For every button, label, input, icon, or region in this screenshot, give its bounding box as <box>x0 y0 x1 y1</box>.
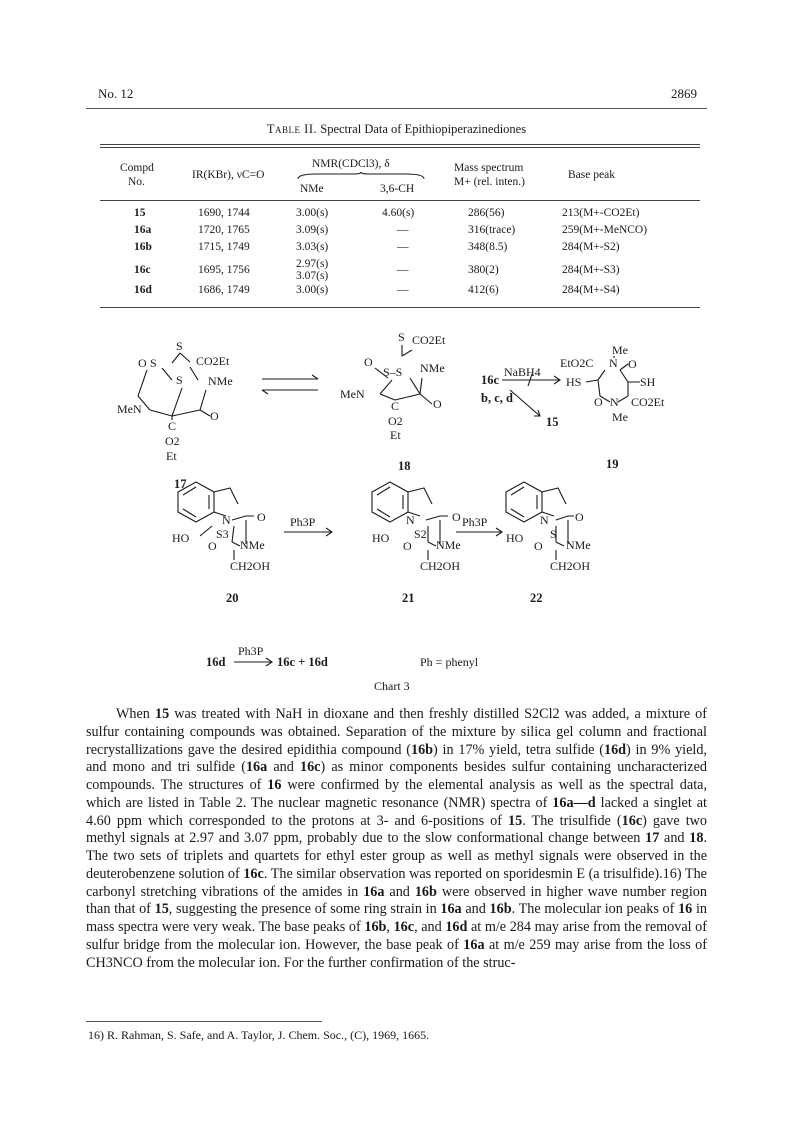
atom-label: O <box>364 355 373 369</box>
atom-label: O <box>138 356 147 370</box>
atom-label: HO <box>172 531 190 545</box>
text-run: , suggesting the presence of some ring strain in <box>168 901 441 918</box>
text-run: in mass spectra were very weak. The base peaks of <box>86 901 707 935</box>
atom-label: O <box>628 357 637 371</box>
atom-label: CO2Et <box>196 354 230 368</box>
atom-label: CO2Et <box>631 395 665 409</box>
atom-label: S <box>550 527 557 541</box>
atom-label: S <box>176 339 183 353</box>
cell-compd: 16a <box>134 224 152 236</box>
table-row <box>100 224 700 241</box>
structure-19 <box>560 343 665 471</box>
atom-label: Et <box>166 449 177 463</box>
text-run: and <box>461 901 490 918</box>
text-run: ) in 17% yield, tetra sulfide ( <box>433 741 604 758</box>
page-number: 2869 <box>671 86 697 101</box>
footnote-16: 16) R. Rahman, S. Safe, and A. Taylor, J. Chem. Soc., (C), 1969, 1665. <box>88 1028 430 1042</box>
compound-ref: 18 <box>689 830 704 847</box>
atom-label: N <box>222 513 231 527</box>
atom-label: O2 <box>165 434 180 448</box>
structure-20 <box>172 482 270 605</box>
text-run: , <box>386 919 394 935</box>
col-header-compd: Compd <box>120 162 154 174</box>
cell-base: 213(M+-CO2Et) <box>562 207 640 219</box>
header-rule <box>86 108 707 109</box>
journal-issue-number: No. 12 <box>98 86 134 101</box>
atom-label: CH2OH <box>550 559 591 573</box>
cell-mass: 316(trace) <box>468 224 516 236</box>
atom-label: S <box>176 373 183 387</box>
atom-label: S <box>150 356 157 370</box>
spectral-data-table <box>100 144 700 308</box>
atom-label: N <box>609 356 618 370</box>
atom-label: NMe <box>420 361 445 375</box>
chart-3-schemes <box>0 320 793 700</box>
col-header-nme: NMe <box>300 183 324 195</box>
compound-ref: 15 <box>508 812 523 829</box>
text-run: When <box>116 706 155 722</box>
cell-mass: 380(2) <box>468 264 499 276</box>
cell-base: 284(M+-S4) <box>562 284 620 296</box>
compound-ref: 16c <box>393 919 415 935</box>
table-caption-label: Table II. <box>266 122 318 136</box>
text-run: at m/e 284 may arise from the removal of sulfur bridge from the molecular ion. However, the base peak of <box>86 919 708 953</box>
cell-base: 284(M+-S2) <box>562 241 620 253</box>
atom-label: C <box>168 419 177 433</box>
cell-nme: 3.09(s) <box>296 224 329 236</box>
compound-ref: 16c <box>621 812 643 829</box>
reduction-scheme <box>481 365 560 429</box>
col-header-ir: IR(KBr), νC=O <box>192 169 265 181</box>
atom-label: NMe <box>240 538 265 552</box>
text-run: . The two sets of triplets and quartets for ethyl ester group as well as methyl signals were observed in the deuterobenzene solution of <box>86 830 707 882</box>
sulfide-equation <box>206 644 479 669</box>
col-header-no: No. <box>128 176 145 188</box>
atom-label: O2 <box>388 414 403 428</box>
atom-label: O <box>575 510 584 524</box>
cell-ch: — <box>397 284 409 296</box>
text-run: and <box>267 759 300 776</box>
compound-ref: 16b <box>410 741 434 758</box>
atom-label: N <box>406 513 415 527</box>
cell-nme: 2.97(s) <box>296 258 329 270</box>
reaction-arrow-ph3p <box>456 515 502 536</box>
cell-compd: 16c <box>134 264 151 276</box>
atom-label: Me <box>612 343 628 357</box>
compound-ref: 15 <box>154 901 169 918</box>
atom-label: O <box>403 539 412 553</box>
compound-number: 17 <box>174 477 187 491</box>
text-run: at m/e 259 may arise from the loss of CH3NCO from the molecular ion. For the further confirmation of the struc- <box>86 936 707 971</box>
atom-label: O <box>534 539 543 553</box>
compound-ref: 16a <box>463 936 485 953</box>
text-run: ) gave two methyl signals at 2.97 and 3.07 ppm, probably due to the slow conformational change between <box>86 812 707 847</box>
body-paragraph <box>86 706 707 972</box>
compound-ref: 16b <box>414 883 437 900</box>
compound-ref: 16d <box>603 741 627 758</box>
col-header-3-6-ch: 3,6-CH <box>380 183 415 195</box>
atom-label: C <box>391 399 400 413</box>
atom-label: CH2OH <box>420 559 461 573</box>
equation-reagent: Ph3P <box>238 644 264 658</box>
cell-mass: 348(8.5) <box>468 241 508 253</box>
atom-label: N <box>540 513 549 527</box>
atom-label: O <box>210 409 219 423</box>
structure-18 <box>340 330 446 473</box>
text-run: were confirmed by the elemental analysis as well as the spectral data, which are listed in Table 2. The nuclear magnetic resonance (NMR) spectra of <box>86 777 707 811</box>
nmr-brace <box>296 172 426 180</box>
atom-label: O <box>257 510 266 524</box>
compound-ref: 16a <box>363 883 385 900</box>
atom-label: HS <box>566 375 582 389</box>
atom-label: Me <box>612 410 628 424</box>
compound-number: 22 <box>530 591 543 605</box>
atom-label: NMe <box>566 538 591 552</box>
table-row <box>100 207 700 224</box>
structure-22 <box>506 482 591 605</box>
compound-ref: 16a <box>440 901 462 918</box>
compound-number: 19 <box>606 457 619 471</box>
cell-compd: 15 <box>134 207 146 219</box>
compound-ref: 16 <box>267 777 282 793</box>
atom-label: O <box>594 395 603 409</box>
atom-label: O <box>452 510 461 524</box>
atom-label: S–S <box>383 365 403 379</box>
compound-ref: 16a—d <box>552 794 596 811</box>
col-header-mass: Mass spectrum <box>454 162 524 174</box>
atom-label: MeN <box>117 402 142 416</box>
compound-number: 20 <box>226 591 239 605</box>
text-run: . The trisulfide ( <box>522 812 622 829</box>
phenyl-definition: Ph = phenyl <box>420 655 479 669</box>
cell-base: 284(M+-S3) <box>562 264 620 276</box>
text-run: was treated with NaH in dioxane and then freshly distilled S2Cl2 was added, a mixture of sulfur containing compounds was obtained. Separation of the mixture by silica gel column and fractional recrystallizations gave the desired epidithia compound ( <box>86 706 707 758</box>
text-run: . The molecular ion peaks of <box>511 901 679 918</box>
footnote-rule <box>86 1021 322 1022</box>
cell-ch: 4.60(s) <box>382 207 415 219</box>
atom-label: NMe <box>436 538 461 552</box>
cell-base: 259(M+-MeNCO) <box>562 224 648 236</box>
cell-nme: 3.03(s) <box>296 241 329 253</box>
reagent-label: Ph3P <box>290 515 316 529</box>
cell-ch: — <box>397 264 409 276</box>
cell-ir: 1715, 1749 <box>198 241 250 253</box>
reagent-label: Ph3P <box>462 515 488 529</box>
text-run: ) as minor components besides sulfur containing uncharacterized compounds. The structures of <box>86 759 707 793</box>
compound-ref: 16b <box>364 919 387 935</box>
cell-mass: 286(56) <box>468 207 505 219</box>
structure-17 <box>117 339 233 491</box>
cell-nme: 3.00(s) <box>296 207 329 219</box>
text-run: were observed in higher wave number region than that of <box>86 883 707 918</box>
atom-label: O <box>208 539 217 553</box>
atom-label: SH <box>640 375 656 389</box>
atom-label: HO <box>506 531 524 545</box>
text-run: and <box>384 883 415 900</box>
compound-ref: 16d <box>445 919 468 935</box>
compound-label: b, c, d <box>481 391 513 405</box>
cell-nme-2: 3.07(s) <box>296 270 329 282</box>
atom-label: CH2OH <box>230 559 271 573</box>
col-header-base-peak: Base peak <box>568 169 615 181</box>
compound-ref: 16 <box>678 901 693 918</box>
table-caption <box>0 122 793 137</box>
compound-ref: 16a <box>245 759 268 776</box>
compound-ref: 16b <box>489 901 512 918</box>
equation-right: 16c + 16d <box>277 655 328 669</box>
compound-ref: 15 <box>155 706 170 722</box>
text-run: , and <box>414 919 446 935</box>
atom-label: EtO2C <box>560 356 594 370</box>
reaction-arrow-ph3p <box>284 515 332 536</box>
compound-label: 15 <box>546 415 559 429</box>
atom-label: S2 <box>414 527 427 541</box>
atom-label: MeN <box>340 387 365 401</box>
atom-label: Et <box>390 428 401 442</box>
table-body <box>100 201 700 301</box>
compound-ref: 16c <box>243 865 264 882</box>
cell-ch: — <box>397 224 409 236</box>
atom-label: O <box>433 397 442 411</box>
compound-label: 16c <box>481 373 500 387</box>
atom-label: CO2Et <box>412 333 446 347</box>
cell-ir: 1695, 1756 <box>198 264 250 276</box>
cell-ch: — <box>397 241 409 253</box>
compound-ref: 17 <box>645 830 660 847</box>
text-run: ) in 9% yield, and mono and tri sulfide ( <box>86 741 707 776</box>
table-header <box>100 148 700 200</box>
equilibrium-arrow <box>262 375 318 394</box>
equation-left: 16d <box>206 655 226 669</box>
cell-ir: 1720, 1765 <box>198 224 250 236</box>
atom-label: S <box>398 330 405 344</box>
cell-ir: 1686, 1749 <box>198 284 250 296</box>
atom-label: S3 <box>216 527 229 541</box>
compound-number: 21 <box>402 591 415 605</box>
table-row <box>100 284 700 301</box>
cell-compd: 16b <box>134 241 152 253</box>
structure-21 <box>372 482 461 605</box>
text-run: lacked a singlet at 4.60 ppm which corresponded to the protons at 3- and 6-positions of <box>86 794 707 829</box>
text-run: . The similar observation was reported on sporidesmin E (a trisulfide).16) The carbonyl stretching vibrations of the amides in <box>86 865 707 900</box>
table-caption-text: Spectral Data of Epithiopiperazinediones <box>320 122 527 136</box>
cell-nme: 3.00(s) <box>296 284 329 296</box>
table-row <box>100 241 700 258</box>
atom-label: N <box>610 395 619 409</box>
compound-ref: 16c <box>299 759 321 776</box>
atom-label: NMe <box>208 374 233 388</box>
cell-mass: 412(6) <box>468 284 499 296</box>
paragraph <box>86 706 707 972</box>
col-header-mass-sub: M+ (rel. inten.) <box>454 176 525 188</box>
cell-compd: 16d <box>134 284 152 296</box>
reagent-label: NaBH4 <box>504 365 541 379</box>
compound-number: 18 <box>398 459 411 473</box>
text-run: and <box>659 830 690 847</box>
atom-label: HO <box>372 531 390 545</box>
cell-ir: 1690, 1744 <box>198 207 250 219</box>
table-row <box>100 258 700 284</box>
chart-title: Chart 3 <box>374 679 410 693</box>
col-header-nmr: NMR(CDCl3), δ <box>312 158 390 170</box>
